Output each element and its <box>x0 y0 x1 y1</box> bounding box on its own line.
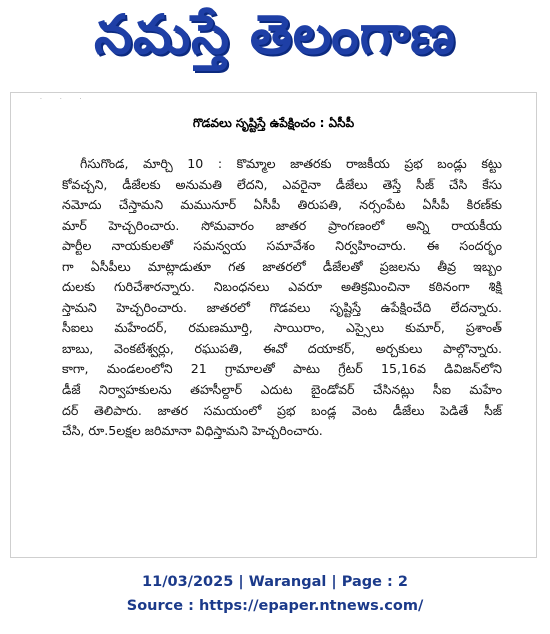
article-line: గా ఏసీపీలు మాట్లాడుతూ గత జాతరలో డీజేలతో ప్రజలను తీవ్ర ఇబ్బం <box>62 258 502 274</box>
article-line: సీఐలు మహేందర్, రమణమూర్తి, సాయిరాం, ఎస్సైలు కుమార్, ప్రశాంత్ <box>62 320 502 336</box>
edition-meta: 11/03/2025 | Warangal | Page : 2 <box>142 574 408 590</box>
article-line: నమోదు చేస్తామని మమునూర్ ఏసీపీ తిరుపతి, నర్సంపేట ఏసీపీ కిరణ్‌కు <box>62 197 502 213</box>
article-line: గీసుగొండ, మార్చి 10 : కొమ్మాల జాతరకు రాజకీయ ప్రభ బండ్లు కట్టు <box>80 156 502 171</box>
article-line: చేసి, రూ.5లక్షల జరిమానా విధిస్తామని హెచ్చరించారు. <box>62 423 323 439</box>
clipping-footer <box>0 570 550 618</box>
article-line: డీజే నిర్వాహకులను తహసీల్దార్ ఎదుట బైండోవర్ చేసినట్లు సీఐ మహేం <box>62 382 502 398</box>
article-body <box>62 154 502 442</box>
clip-edge-marks: · · · <box>40 96 90 103</box>
article-line: దులకు గురిచేశారన్నారు. నిబంధనలు ఎవరూ అతిక్రమించినా కఠినంగా శిక్షి <box>62 279 502 295</box>
newspaper-masthead <box>70 4 480 78</box>
article-headline: గొడవలు సృష్టిస్తే ఉపేక్షించం : ఏసీపీ <box>192 116 355 130</box>
article-line: కోవచ్చని, డీజేలకు అనుమతి లేదని, ఎవరైనా డీజేలు తెస్తే సీజ్ చేసి కేసు <box>62 176 502 192</box>
article-line: మార్ హెచ్చరించారు. సోమవారం జాతర ప్రాంగణంలో అన్ని రాయకీయ <box>62 217 502 233</box>
article-line: కాగా, మండలంలోని 21 గ్రామాలతో పాటు గ్రేటర్ 15,16వ డివిజన్‌లోని <box>62 361 502 377</box>
masthead-title: నమస్తే తెలంగాణ <box>94 2 456 66</box>
source-link[interactable]: Source : https://epaper.ntnews.com/ <box>126 598 424 614</box>
article-line: బాబు, వెంకటేశ్వర్లు, రఘుపతి, ఈవో దయాకర్, అర్చకులు పాల్గొన్నారు. <box>62 340 502 356</box>
article-line: పార్టీల నాయకులతో సమన్వయ సమావేశం నిర్వహించారు. ఈ సందర్భం <box>62 238 502 254</box>
article-line: దర్ తెలిపారు. జాతర సమయంలో ప్రభ బండ్ల వెంట డీజేలు పెడితే సీజ్ <box>62 402 502 418</box>
article-line: స్తామని హెచ్చరించారు. జాతరలో గొడవలు సృష్టిస్తే ఉపేక్షించేది లేదన్నారు. <box>62 299 502 315</box>
